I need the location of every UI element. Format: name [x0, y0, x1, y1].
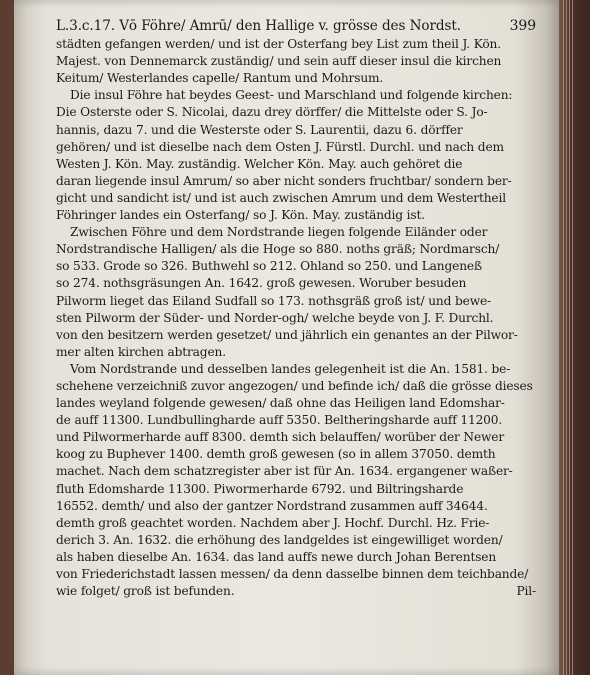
text-line: so 274. nothsgräsungen An. 1642. groß gewesen. Woruber besuden [56, 276, 467, 291]
text-line: Die insul Föhre hat beydes Geest- und Marschland und folgende kirchen: [70, 88, 513, 103]
text-line: hannis, dazu 7. und die Westerste oder S. Laurentii, dazu 6. dörffer [56, 122, 463, 137]
text-line: machet. Nach dem schatzregister aber ist für An. 1634. ergangener waßer- [56, 464, 513, 479]
text-line: landes weyland folgende gewesen/ daß ohne das Heiligen land Edomshar- [56, 396, 505, 411]
text-line: gicht und sandicht ist/ und ist auch zwischen Amrum und dem Westertheil [56, 190, 506, 205]
text-line: Keitum/ Westerlandes capelle/ Rantum und Mohrsum. [56, 71, 384, 86]
text-line: Die Osterste oder S. Nicolai, dazu drey dörffer/ die Mittelste oder S. Jo- [56, 105, 488, 120]
page-text [56, 18, 536, 600]
text-line-last [56, 583, 536, 600]
text-line: und Pilwormerharde auff 8300. demth sich belauffen/ worüber der Newer [56, 430, 505, 445]
text-line: gehören/ und ist dieselbe nach dem Osten J. Fürstl. Durchl. und nach dem [56, 139, 504, 154]
page-edge [559, 0, 590, 675]
text-line: Föhringer landes ein Osterfang/ so J. Kön. May. zuständig ist. [56, 208, 426, 223]
text-line: Pilworm lieget das Eiland Sudfall so 173. nothsgräß groß ist/ und bewe- [56, 293, 492, 308]
text-line: so 533. Grode so 326. Buthwehl so 212. Ohland so 250. und Langeneß [56, 259, 482, 274]
page-header [56, 18, 536, 35]
text-line: 16552. demth/ und also der gantzer Nordstrand zusammen auff 34644. [56, 498, 488, 513]
text-line: Zwischen Föhre und dem Nordstrande liegen folgende Eiländer oder [70, 225, 488, 240]
text-line: fluth Edomsharde 11300. Piwormerharde 6792. und Biltringsharde [56, 481, 464, 496]
text-line: de auff 11300. Lundbullingharde auff 5350. Beltheringsharde auff 11200. [56, 413, 503, 428]
text-line: demth groß geachtet worden. Nachdem aber J. Hochf. Durchl. Hz. Frie- [56, 515, 490, 530]
text-line: koog zu Buphever 1400. demth groß gewesen (so in allem 37050. demth [56, 447, 496, 462]
text-line: städten gefangen werden/ und ist der Osterfang bey List zum theil J. Kön. [56, 37, 501, 52]
catchword: Pil- [516, 584, 536, 599]
text-line: schehene verzeichniß zuvor angezogen/ und befinde ich/ daß die grösse dieses [56, 378, 533, 393]
book-page [14, 0, 559, 675]
text-line: Nordstrandische Halligen/ als die Hoge so 880. noths gräß; Nordmarsch/ [56, 242, 500, 257]
text-line: sten Pilworm der Süder- und Norder-ogh/ welche beyde von J. F. Durchl. [56, 310, 494, 325]
page-number: 399 [509, 18, 536, 34]
running-title: L.3.c.17. Vō Föhre/ Amrū/ den Hallige v. grösse des Nordst. [56, 18, 461, 34]
text-line: derich 3. An. 1632. die erhöhung des landgeldes ist eingewilliget worden/ [56, 532, 503, 547]
text-line: von Friederichstadt lassen messen/ da denn dasselbe binnen dem teichbande/ [56, 567, 529, 581]
text-line: von den besitzern werden gesetzet/ und jährlich ein genantes an der Pilwor- [56, 327, 518, 342]
text-line: Vom Nordstrande und desselben landes gelegenheit ist die An. 1581. be- [70, 361, 511, 376]
text-line: daran liegende insul Amrum/ so aber nicht sonders fruchtbar/ sondern ber- [56, 173, 512, 188]
text-line: als haben dieselbe An. 1634. das land auffs newe durch Johan Berentsen [56, 549, 497, 564]
body-lines [56, 36, 536, 583]
last-line-text: wie folget/ groß ist befunden. [56, 584, 235, 599]
text-line: mer alten kirchen abtragen. [56, 344, 226, 359]
text-line: Westen J. Kön. May. zuständig. Welcher Kön. May. auch gehöret die [56, 156, 463, 171]
text-line: Majest. von Dennemarck zuständig/ und sein auff dieser insul die kirchen [56, 54, 502, 69]
